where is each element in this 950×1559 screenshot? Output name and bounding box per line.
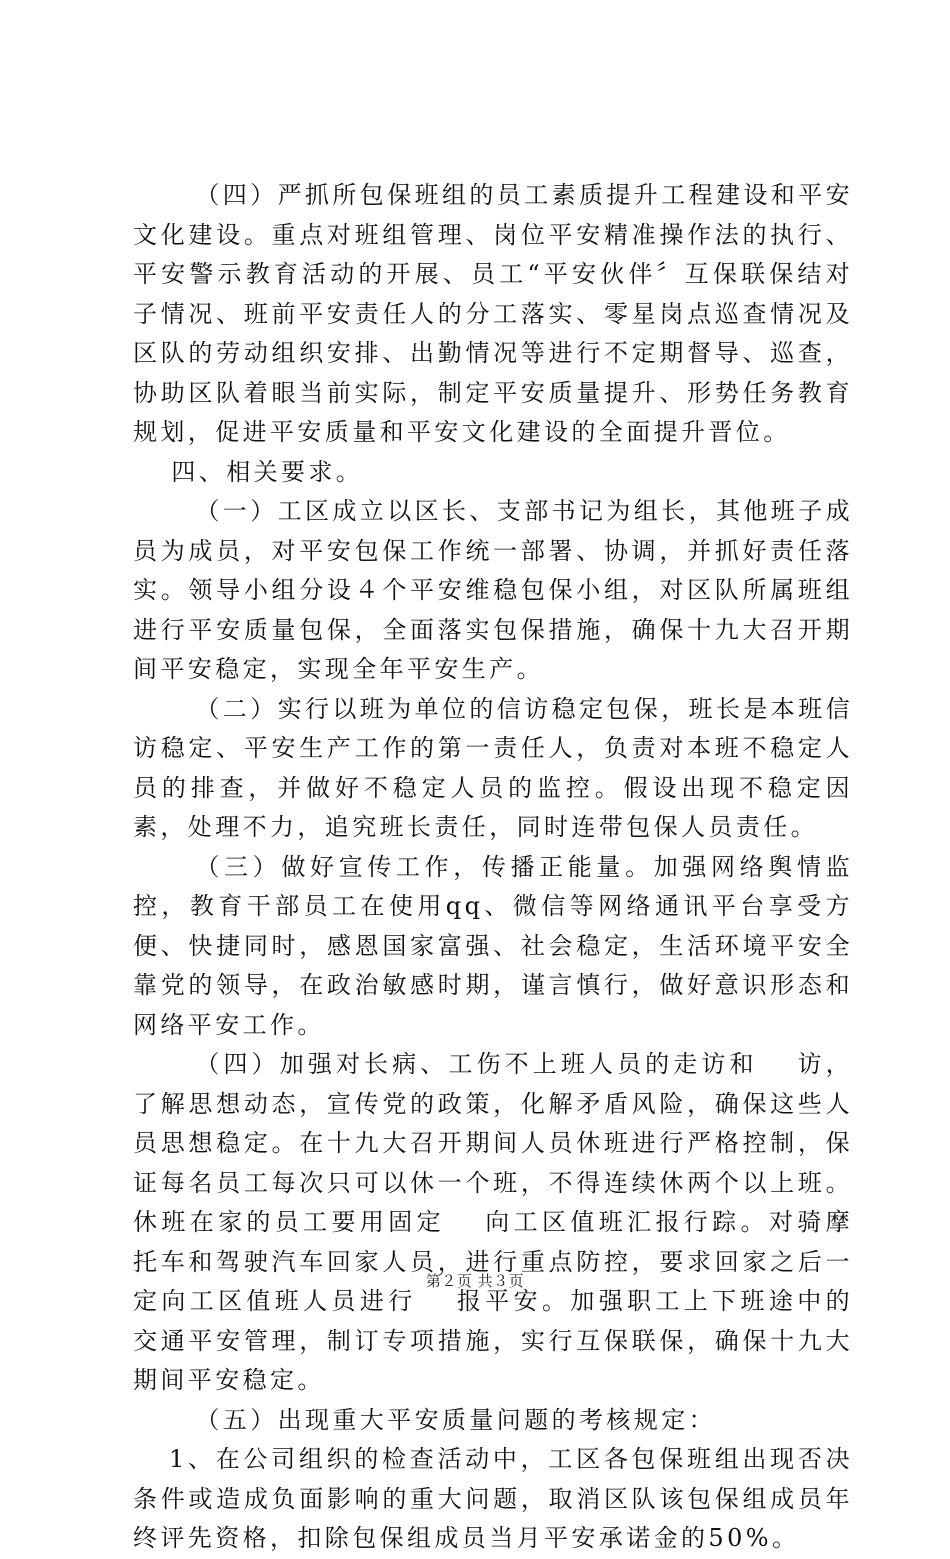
document-body xyxy=(133,176,853,1559)
page-number-footer: 第２页 共３页 xyxy=(425,1272,525,1290)
paragraph-assessment-rules: （五）出现重大平安质量问题的考核规定： xyxy=(195,1405,716,1434)
paragraph-leadership-group: （一）工区成立以区长、支部书记为组长，其他班子成员为成员，对平安包保工作统一部署、协调，并抓好责任落实。领导小组分设４个平安维稳包保小组，对区队所属班组进行平安质量包保，全面落实包保措施，确保十九大召开期间平安稳定，实现全年平安生产。 xyxy=(133,497,853,683)
section-heading-requirements: 四、相关要求。 xyxy=(171,457,364,486)
paragraph-petition-stability: （二）实行以班为单位的信访稳定包保，班长是本班信访稳定、平安生产工作的第一责任人，负责对本班不稳定人员的排查，并做好不稳定人员的监控。假设出现不稳定因素，处理不力，追究班长责任，同时连带包保人员责任。 xyxy=(133,694,853,841)
paragraph-rule-item-1: 1、在公司组织的检查活动中，工区各包保班组出现否决条件或造成负面影响的重大问题，取消区队该包保组成员年终评先资格，扣除包保组成员当月平安承诺金的50%。 xyxy=(133,1445,853,1552)
paragraph-safety-culture: （四）严抓所包保班组的员工素质提升工程建设和平安文化建设。重点对班组管理、岗位平安精准操作法的执行、平安警示教育活动的开展、员工“平安伙伴〞互保联保结对子情况、班前平安责任人的分工落实、零星岗点巡查情况及区队的劳动组织安排、出勤情况等进行不定期督导、巡查，协助区队着眼当前实际，制定平安质量提升、形势任务教育规划，促进平安质量和平安文化建设的全面提升晋位。 xyxy=(133,181,853,446)
paragraph-visits-and-leave: （四）加强对长病、工伤不上班人员的走访和 访，了解思想动态，宣传党的政策，化解矛盾风险，确保这些人员思想稳定。在十九大召开期间人员休班进行严格控制，保证每名员工每次只可以休一个班，不得连续休两个以上班。休班在家的员工要用固定 向工区值班汇报行踪。对骑摩托车和驾驶汽车回家人员，进行重点防控，要求回家之后一定向工区值班人员进行 报平安。加强职工上下班途中的交通平安管理，制订专项措施，实行互保联保，确保十九大期间平安稳定。 xyxy=(133,1050,853,1394)
paragraph-publicity-work: （三）做好宣传工作，传播正能量。加强网络舆情监控，教育干部员工在使用qq、微信等网络通讯平台享受方便、快捷同时，感恩国家富强、社会稳定，生活环境平安全靠党的领导，在政治敏感时期，谨言慎行，做好意识形态和网络平安工作。 xyxy=(133,852,853,1039)
